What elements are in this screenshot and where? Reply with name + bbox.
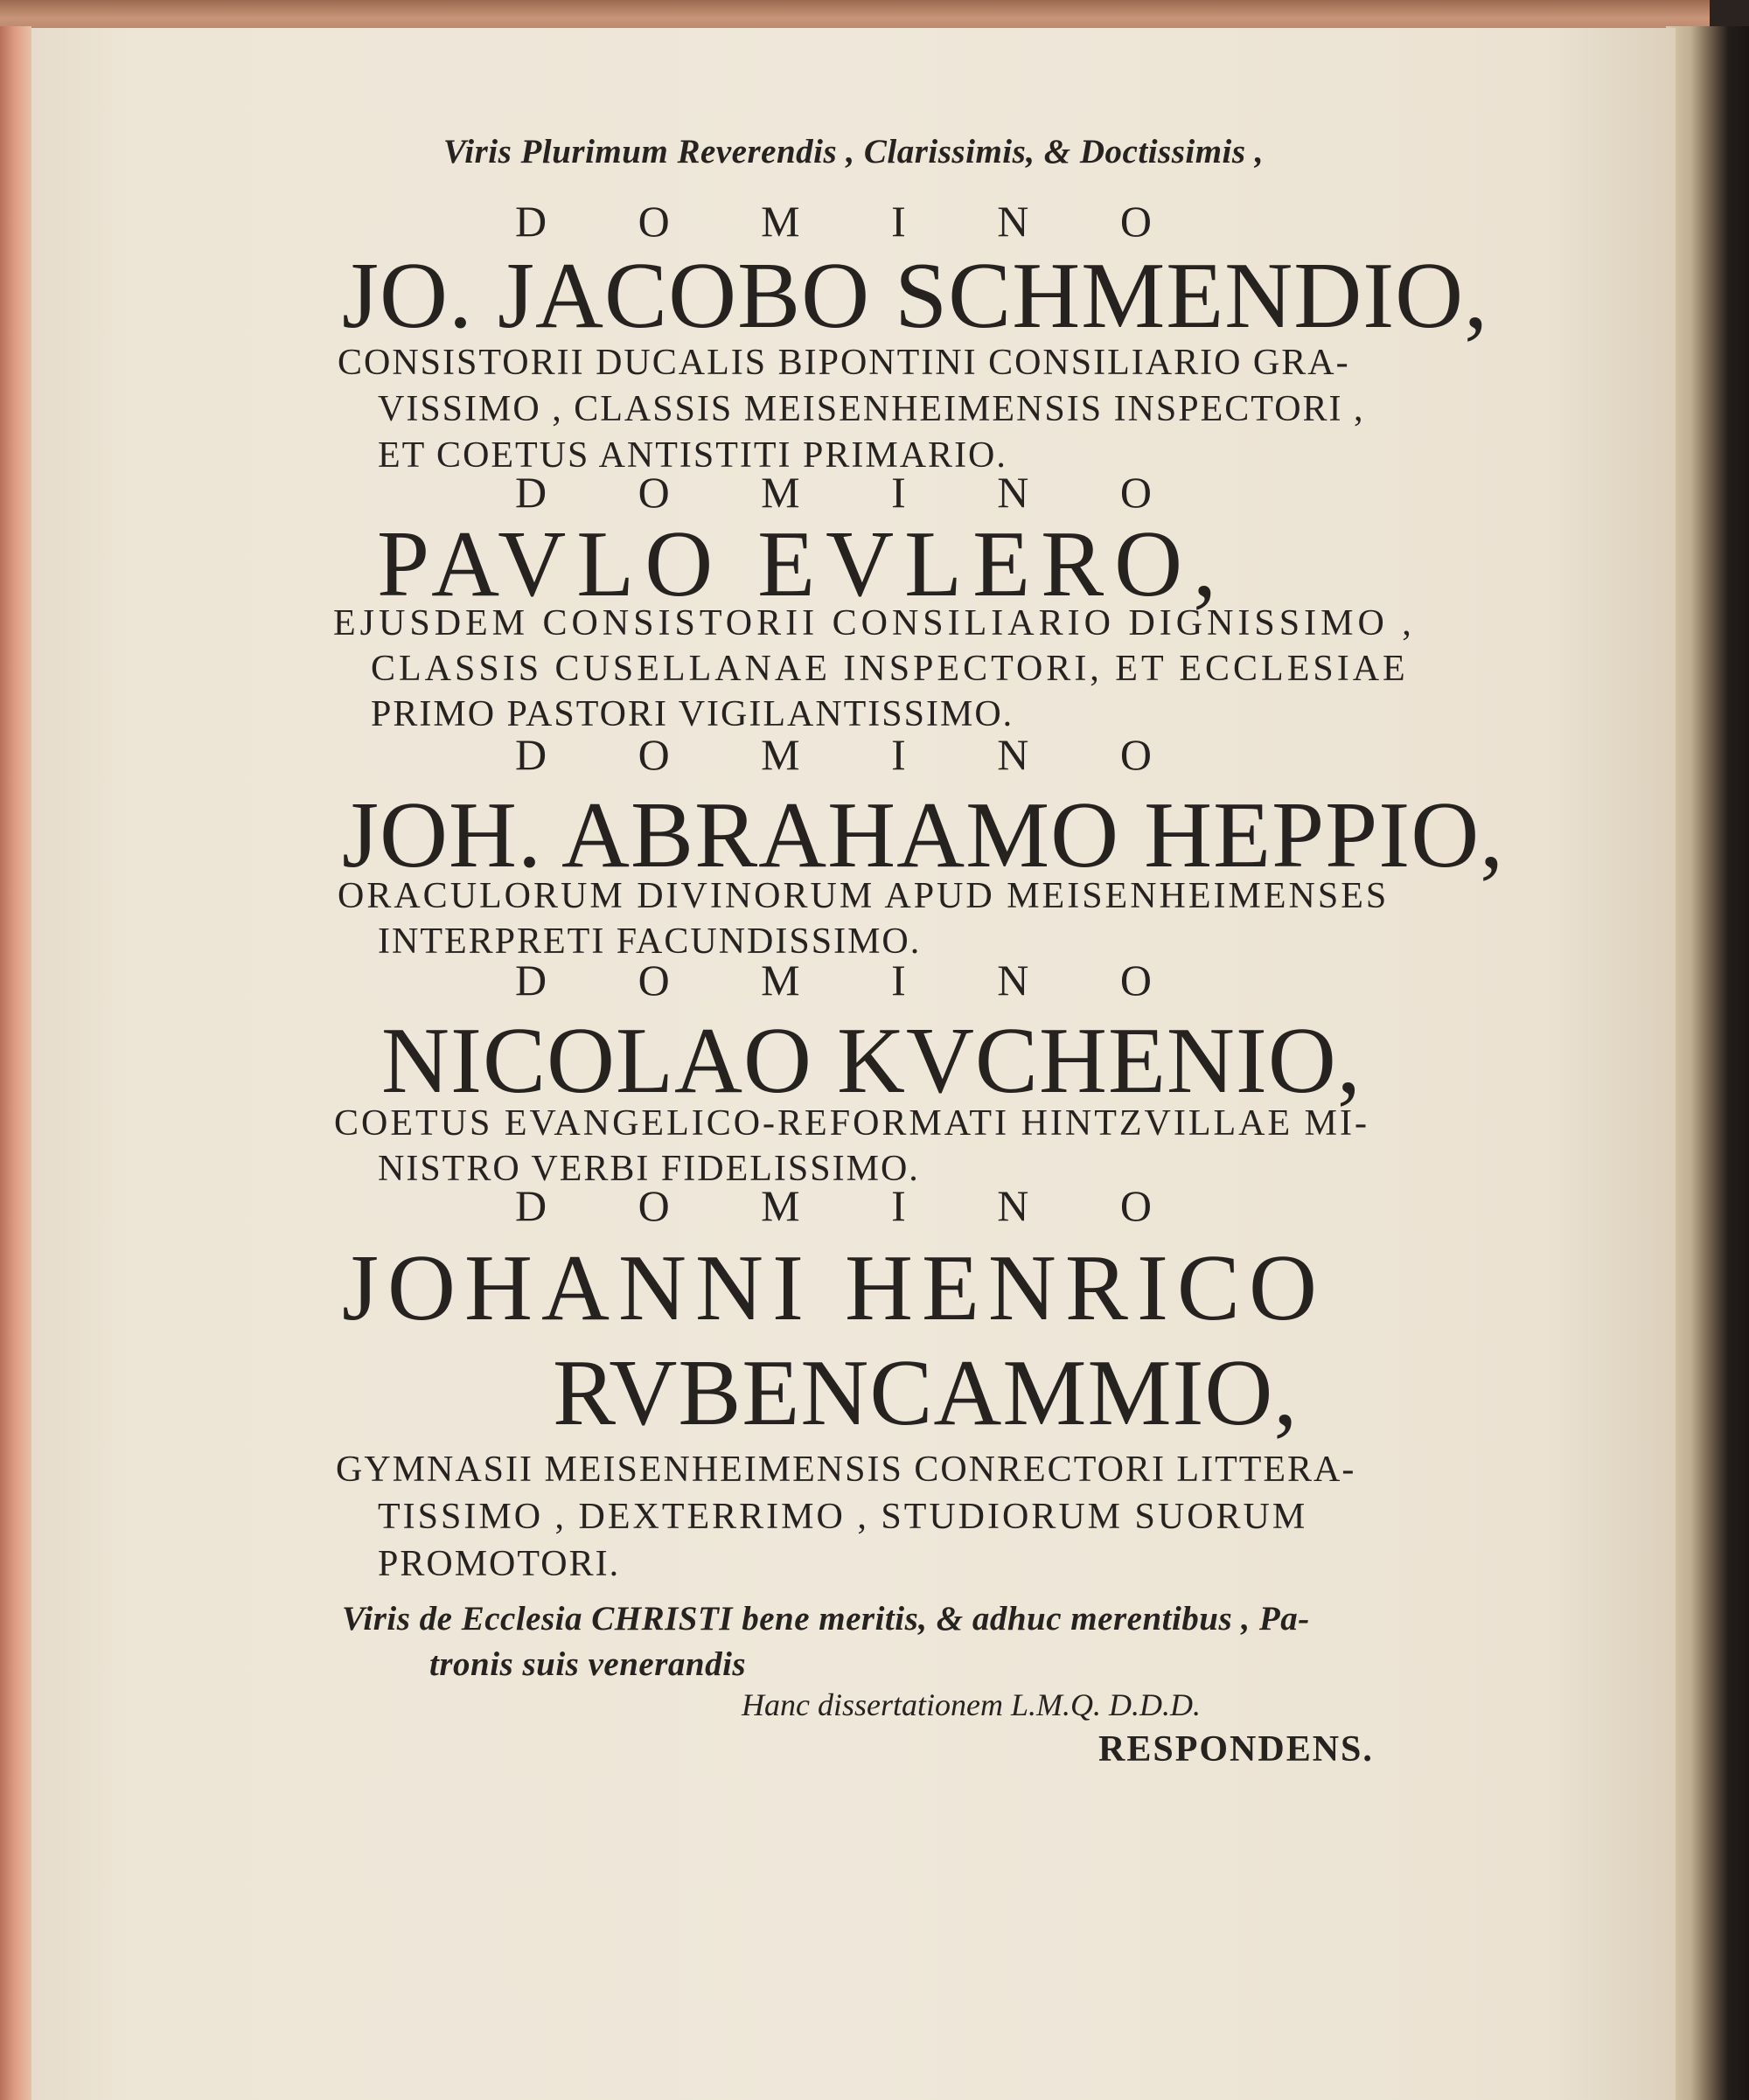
- dedication-page: [31, 28, 1676, 2100]
- person-description-line: CONSISTORII DUCALIS BIPONTINI CONSILIARIO GRA-: [338, 343, 1350, 383]
- person-description-line: ORACULORUM DIVINORUM APUD MEISENHEIMENSES: [338, 876, 1390, 916]
- person-description-line: COETUS EVANGELICO-REFORMATI HINTZVILLAE MI-: [334, 1103, 1369, 1144]
- person-description-line: EJUSDEM CONSISTORII CONSILIARIO DIGNISSIMO ,: [333, 603, 1416, 643]
- person-name: PAVLO EVLERO,: [377, 512, 1228, 616]
- domino-label: D O M I N O: [514, 197, 1193, 246]
- dedication-text: [31, 28, 1676, 2100]
- person-name: JO. JACOBO SCHMENDIO,: [342, 244, 1489, 348]
- closing-line: tronis suis venerandis: [429, 1645, 747, 1683]
- domino-label: D O M I N O: [514, 468, 1193, 517]
- person-name: NICOLAO KVCHENIO,: [381, 1009, 1362, 1113]
- right-binding-edge: [1666, 26, 1749, 2100]
- person-name: RVBENCAMMIO,: [553, 1341, 1299, 1445]
- person-description-line: NISTRO VERBI FIDELISSIMO.: [378, 1149, 920, 1189]
- person-description-line: PROMOTORI.: [378, 1544, 621, 1584]
- person-description-line: VISSIMO , CLASSIS MEISENHEIMENSIS INSPECTORI ,: [378, 389, 1365, 429]
- dedication-formula: Hanc dissertationem L.M.Q. D.D.D.: [742, 1687, 1201, 1722]
- domino-label: D O M I N O: [514, 1181, 1193, 1230]
- closing-line: Viris de Ecclesia CHRISTI bene meritis, & adhuc merentibus , Pa-: [342, 1600, 1310, 1638]
- person-description-line: ET COETUS ANTISTITI PRIMARIO.: [378, 435, 1007, 476]
- left-page-edge: [0, 26, 31, 2100]
- person-description-line: INTERPRETI FACUNDISSIMO.: [378, 921, 922, 962]
- person-description-line: GYMNASII MEISENHEIMENSIS CONRECTORI LITTERA-: [336, 1450, 1356, 1490]
- person-description-line: TISSIMO , DEXTERRIMO , STUDIORUM SUORUM: [378, 1497, 1308, 1537]
- domino-label: D O M I N O: [514, 730, 1193, 779]
- person-name: JOH. ABRAHAMO HEPPIO,: [342, 783, 1505, 887]
- signature: RESPONDENS.: [1098, 1729, 1374, 1770]
- person-description-line: CLASSIS CUSELLANAE INSPECTORI, ET ECCLESIAE: [371, 649, 1409, 689]
- domino-label: D O M I N O: [514, 956, 1193, 1005]
- person-description-line: PRIMO PASTORI VIGILANTISSIMO.: [371, 694, 1014, 734]
- dedication-heading: Viris Plurimum Reverendis , Clarissimis, & Doctissimis ,: [442, 133, 1265, 170]
- person-name: JOHANNI HENRICO: [342, 1236, 1326, 1340]
